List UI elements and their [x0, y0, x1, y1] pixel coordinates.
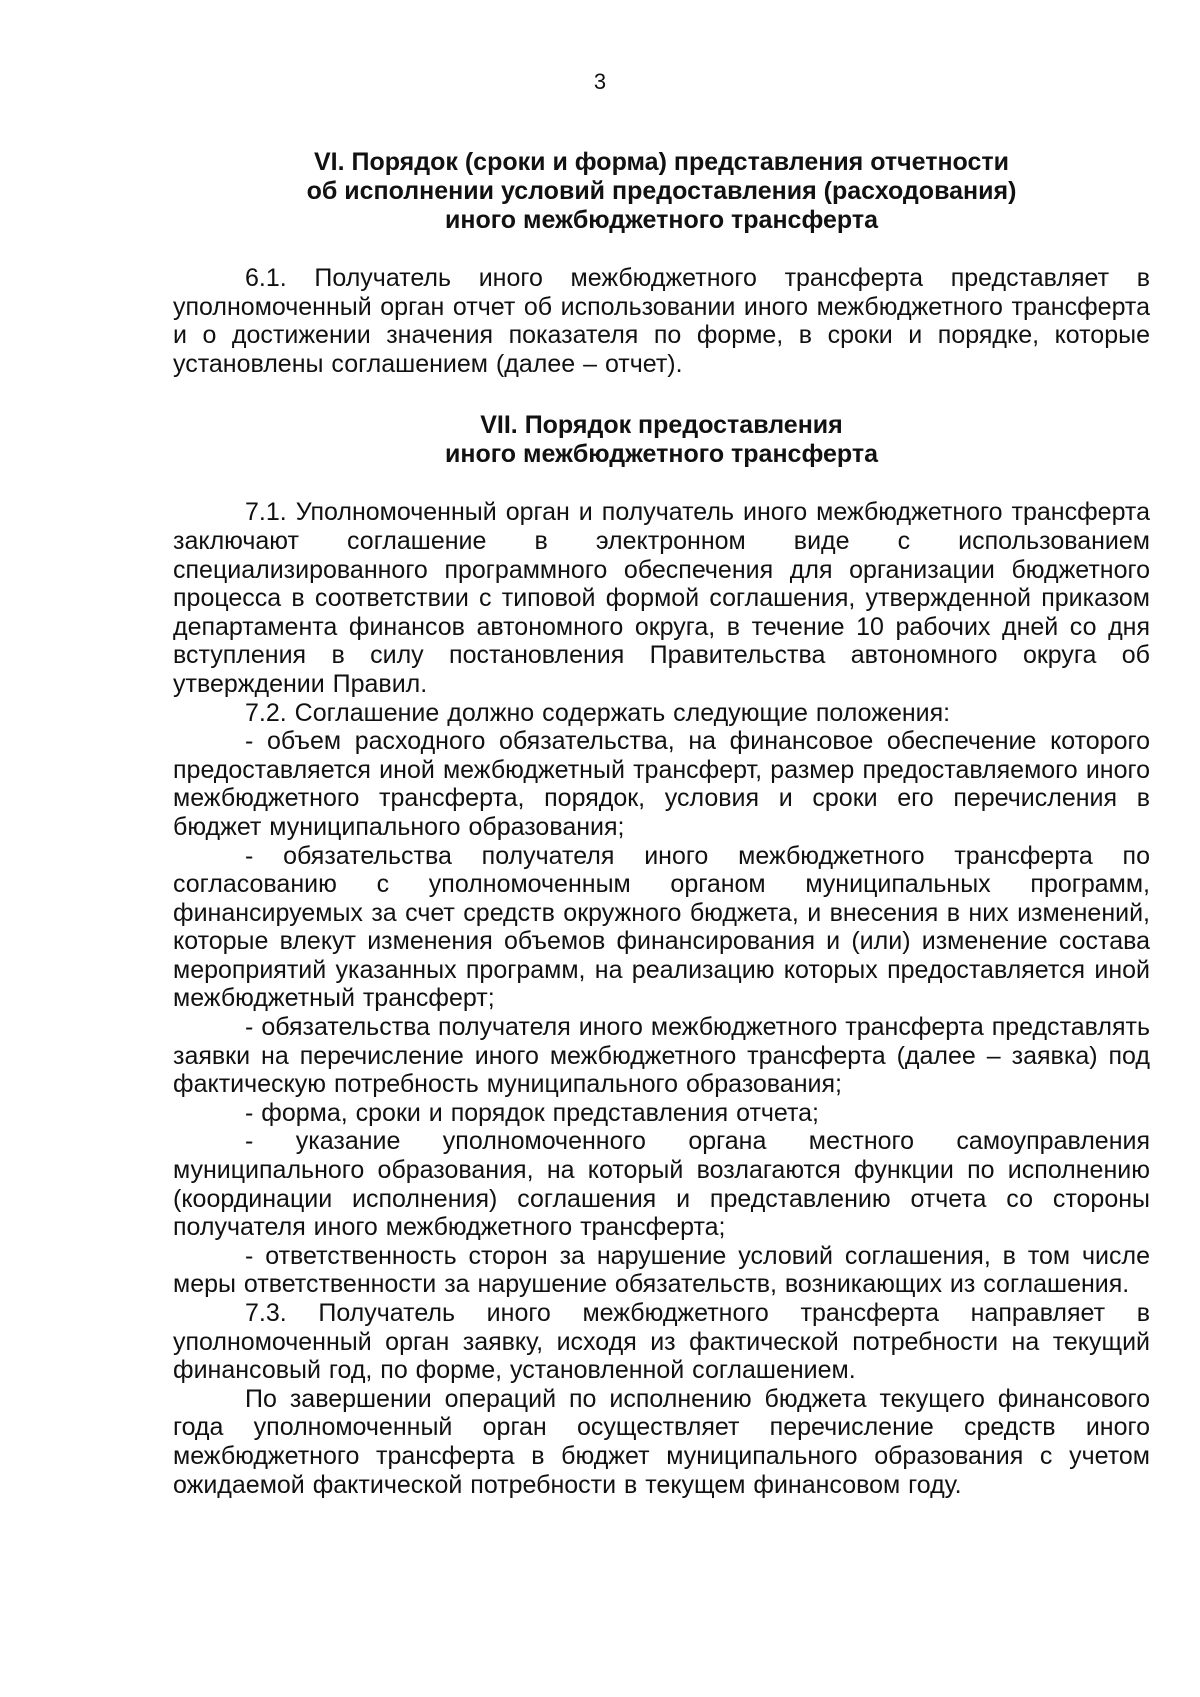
list-item-application-obligations: - обязательства получателя иного межбюджетного трансферта представлять заявки на перечисление иного межбюджетного трансферта (далее – заявка) под фактическую потребность муниципального образования; — [173, 1013, 1150, 1099]
section-6-heading — [173, 148, 1150, 235]
paragraph-7-3: 7.3. Получатель иного межбюджетного трансферта направляет в уполномоченный орган заявку, исходя из фактической потребности на текущий финансовый год, по форме, установленной соглашением. — [173, 1299, 1150, 1385]
section-6-heading-line: иного межбюджетного трансферта — [444, 206, 878, 234]
list-item-responsibility: - ответственность сторон за нарушение условий соглашения, в том числе меры ответственности за нарушение обязательств, возникающих из соглашения. — [173, 1241, 1150, 1299]
section-7-heading — [173, 411, 1150, 469]
paragraph-6-1: 6.1. Получатель иного межбюджетного трансферта представляет в уполномоченный орган отчет об использовании иного межбюджетного трансферта и о достижении значения показателя по форме, в сроки и порядке, которые установлены соглашением (далее – отчет). — [173, 264, 1150, 378]
section-6-heading-line: VI. Порядок (сроки и форма) представления отчетности — [313, 148, 1010, 176]
list-item-expenditure-volume: - объем расходного обязательства, на финансовое обеспечение которого предоставляется иной межбюджетный трансферт, размер предоставляемого иного межбюджетного трансферта, порядок, условия и сроки его перечисления в бюджет муниципального образования; — [173, 727, 1150, 841]
paragraph-7-2: 7.2. Соглашение должно содержать следующие положения: — [245, 698, 951, 727]
page-number: 3 — [593, 69, 607, 94]
section-6-heading-line: об исполнении условий предоставления (расходования) — [306, 177, 1017, 205]
list-item-program-approval-obligations: - обязательства получателя иного межбюджетного трансферта по согласованию с уполномоченным органом муниципальных программ, финансируемых за счет средств окружного бюджета, и внесения в них изменений, которые влекут изменения объемов финансирования и (или) изменение состава мероприятий указанных программ, на реализацию которых предоставляется иной межбюджетный трансферт; — [173, 841, 1150, 1013]
list-item-authorized-body: - указание уполномоченного органа местного самоуправления муниципального образования, на который возлагаются функции по исполнению (координации исполнения) соглашения и представлению отчета со стороны получателя иного межбюджетного трансферта; — [173, 1127, 1150, 1242]
section-7-heading-line: иного межбюджетного трансферта — [444, 440, 878, 469]
list-item-report-form: - форма, сроки и порядок представления отчета; — [245, 1098, 820, 1127]
section-7-heading-line: VII. Порядок предоставления — [480, 411, 843, 440]
paragraph-year-end-transfer: По завершении операций по исполнению бюджета текущего финансового года уполномоченный орган осуществляет перечисление средств иного межбюджетного трансферта в бюджет муниципального образования с учетом ожидаемой фактической потребности в текущем финансовом году. — [173, 1384, 1150, 1499]
paragraph-7-1: 7.1. Уполномоченный орган и получатель иного межбюджетного трансферта заключают соглашение в электронном виде с использованием специализированного программного обеспечения для организации бюджетного процесса в соответствии с типовой формой соглашения, утвержденной приказом департамента финансов автономного округа, в течение 10 рабочих дней со дня вступления в силу постановления Правительства автономного округа об утверждении Правил. — [173, 498, 1150, 698]
document-body — [173, 148, 1150, 1499]
